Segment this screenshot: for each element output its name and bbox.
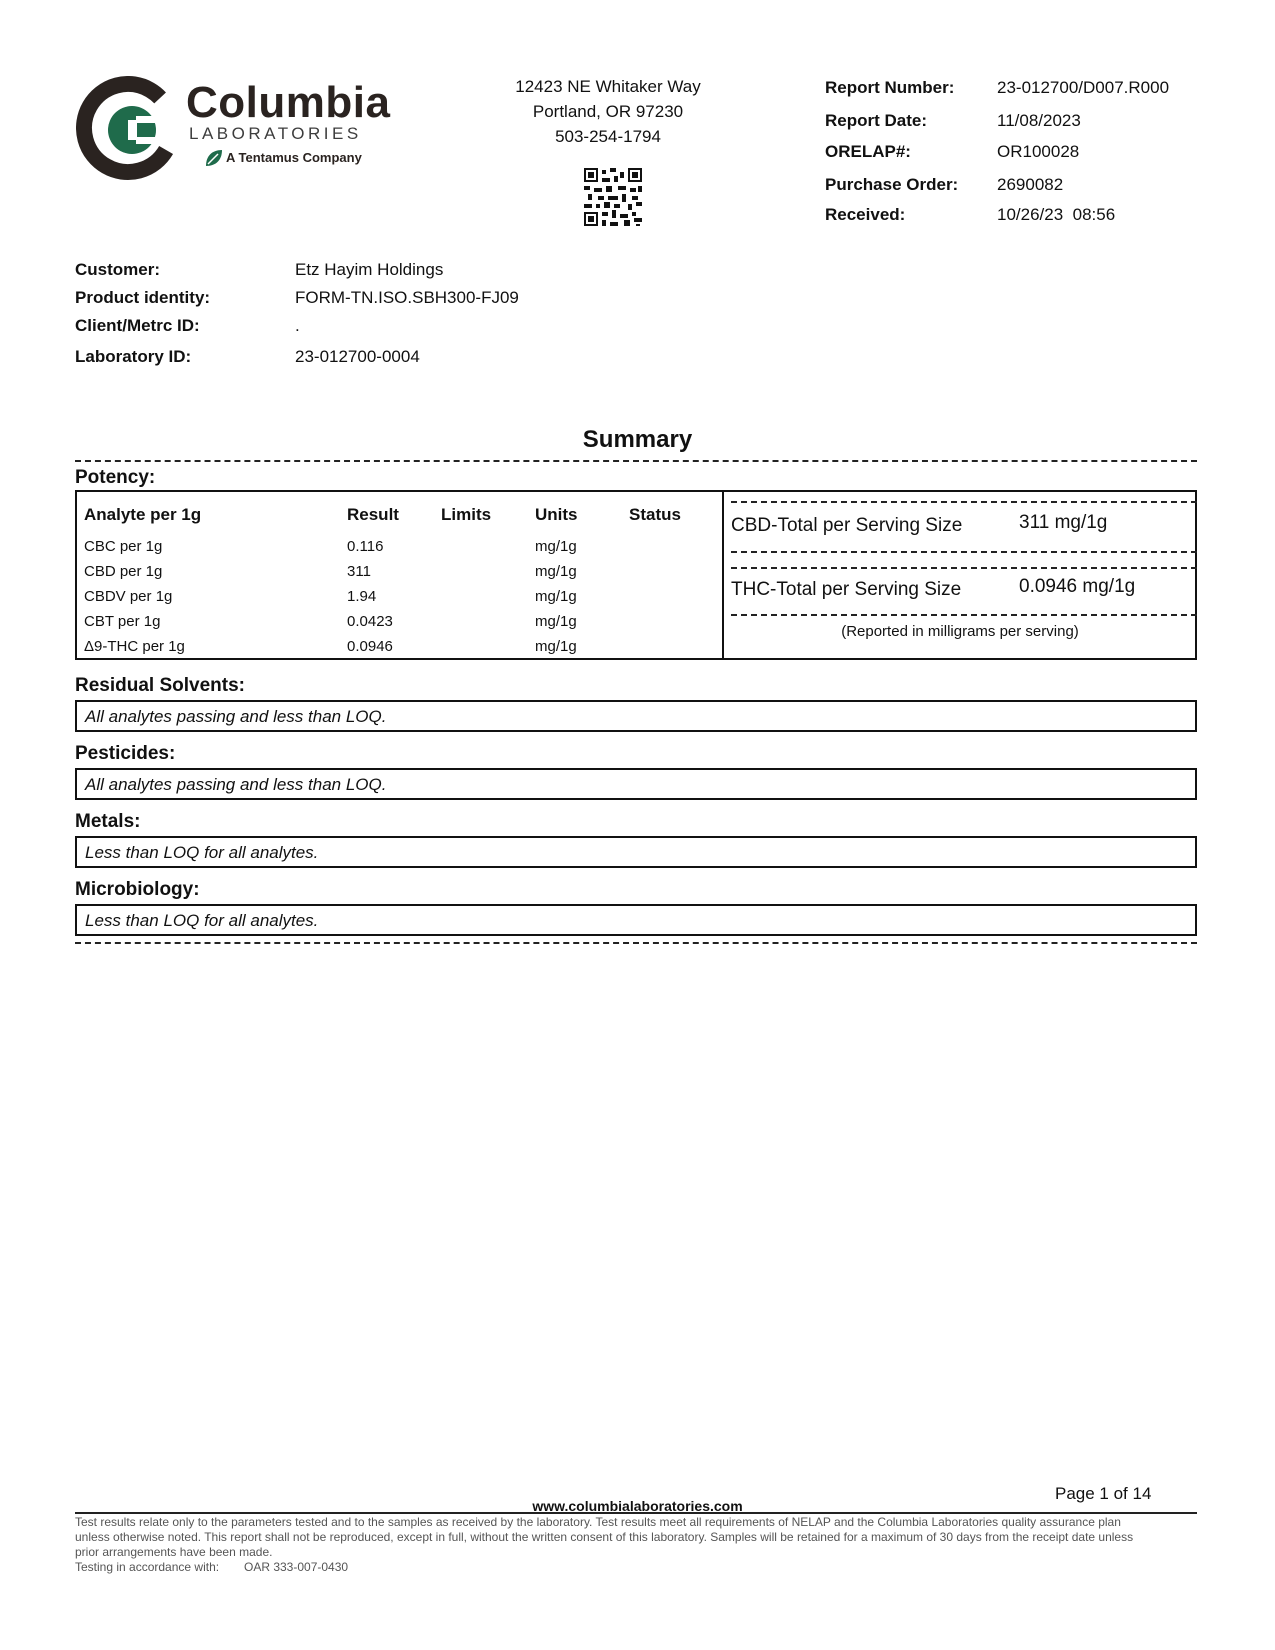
- orelap-number: OR100028: [997, 142, 1080, 161]
- analyte-cell: CBDV per 1g: [84, 588, 173, 605]
- result-cell: 0.0946: [347, 638, 393, 655]
- header-result: Result: [347, 505, 399, 524]
- product-identity-label: Product identity:: [75, 288, 211, 307]
- summary-end-divider: [75, 942, 1197, 944]
- report-number: 23-012700/D007.R000: [997, 78, 1170, 97]
- orelap-label: ORELAP#:: [825, 142, 911, 161]
- result-cell: 1.94: [347, 588, 377, 605]
- header-units: Units: [535, 505, 578, 524]
- serving-divider: [731, 501, 1197, 503]
- purchase-order-label: Purchase Order:: [825, 175, 959, 194]
- website-link[interactable]: www.columbialaboratories.com: [532, 1498, 743, 1514]
- metals-heading: Metals:: [75, 811, 141, 832]
- potency-column-divider: [722, 490, 724, 660]
- address-phone: 503-254-1794: [555, 127, 661, 146]
- serving-divider: [731, 551, 1197, 553]
- address-street: 12423 NE Whitaker Way: [515, 77, 701, 96]
- summary-title: Summary: [582, 426, 693, 453]
- residual-solvents-heading: Residual Solvents:: [75, 675, 245, 696]
- report-date-label: Report Date:: [825, 111, 928, 130]
- header-status: Status: [629, 505, 681, 524]
- report-number-label: Report Number:: [825, 78, 955, 97]
- purchase-order: 2690082: [997, 175, 1064, 194]
- columbia-logo-mark: [76, 76, 181, 181]
- qr-code-icon: [584, 168, 642, 226]
- client-metrc-id: .: [295, 316, 300, 335]
- analyte-cell: CBC per 1g: [84, 538, 163, 555]
- result-cell: 0.116: [347, 538, 384, 555]
- units-cell: mg/1g: [535, 638, 577, 655]
- testing-standard: OAR 333-007-0430: [244, 1560, 349, 1574]
- units-cell: mg/1g: [535, 563, 577, 580]
- product-identity: FORM-TN.ISO.SBH300-FJ09: [295, 288, 519, 307]
- disclaimer-line: prior arrangements have been made.: [75, 1545, 273, 1559]
- company-logo: [76, 72, 406, 187]
- address-city: Portland, OR 97230: [532, 102, 684, 121]
- summary-divider: [75, 460, 1197, 462]
- logo-subtitle: LABORATORIES: [189, 124, 362, 143]
- logo-name: Columbia: [186, 78, 391, 127]
- metals-result: Less than LOQ for all analytes.: [75, 836, 1197, 868]
- pesticides-result: All analytes passing and less than LOQ.: [75, 768, 1197, 800]
- header-analyte: Analyte per 1g: [84, 505, 202, 524]
- footer-divider: [75, 1512, 1197, 1514]
- analyte-cell: Δ9-THC per 1g: [84, 638, 185, 655]
- header-limits: Limits: [441, 505, 492, 524]
- result-cell: 311: [347, 563, 371, 580]
- tentamus-leaf-icon: [204, 148, 224, 168]
- customer-name: Etz Hayim Holdings: [295, 260, 444, 279]
- serving-note: (Reported in milligrams per serving): [841, 623, 1079, 640]
- cbd-total-label: CBD-Total per Serving Size: [731, 515, 963, 536]
- units-cell: mg/1g: [535, 588, 577, 605]
- thc-total-label: THC-Total per Serving Size: [731, 579, 962, 600]
- residual-solvents-result: All analytes passing and less than LOQ.: [75, 700, 1197, 732]
- serving-divider: [731, 567, 1197, 569]
- received-label: Received:: [825, 205, 906, 224]
- analyte-cell: CBD per 1g: [84, 563, 163, 580]
- report-date: 11/08/2023: [997, 111, 1081, 130]
- testing-label: Testing in accordance with:: [75, 1560, 220, 1574]
- thc-total-value: 0.0946 mg/1g: [1019, 576, 1136, 597]
- received-datetime: 10/26/23 08:56: [997, 205, 1116, 224]
- analyte-cell: CBT per 1g: [84, 613, 161, 630]
- customer-label: Customer:: [75, 260, 161, 279]
- disclaimer-line: unless otherwise noted. This report shall not be reproduced, except in full, without the written consent of this laboratory. Samples will be retained for a maximum of 30 days from the receipt date unless: [75, 1530, 1134, 1544]
- cbd-total-value: 311 mg/1g: [1019, 512, 1108, 533]
- result-cell: 0.0423: [347, 613, 393, 630]
- serving-divider: [731, 614, 1197, 616]
- units-cell: mg/1g: [535, 538, 577, 555]
- pesticides-heading: Pesticides:: [75, 743, 176, 764]
- laboratory-id-label: Laboratory ID:: [75, 347, 192, 366]
- logo-tagline: A Tentamus Company: [226, 150, 362, 165]
- microbiology-heading: Microbiology:: [75, 879, 200, 900]
- client-metrc-label: Client/Metrc ID:: [75, 316, 200, 335]
- microbiology-result: Less than LOQ for all analytes.: [75, 904, 1197, 936]
- potency-heading: Potency:: [75, 467, 156, 488]
- laboratory-id: 23-012700-0004: [295, 347, 420, 366]
- units-cell: mg/1g: [535, 613, 577, 630]
- page-number: Page 1 of 14: [1055, 1484, 1152, 1503]
- disclaimer-line: Test results relate only to the parameters tested and to the samples as received by the laboratory. Test results meet all requirements of NELAP and the Columbia Laboratories quality assurance plan: [75, 1515, 1121, 1529]
